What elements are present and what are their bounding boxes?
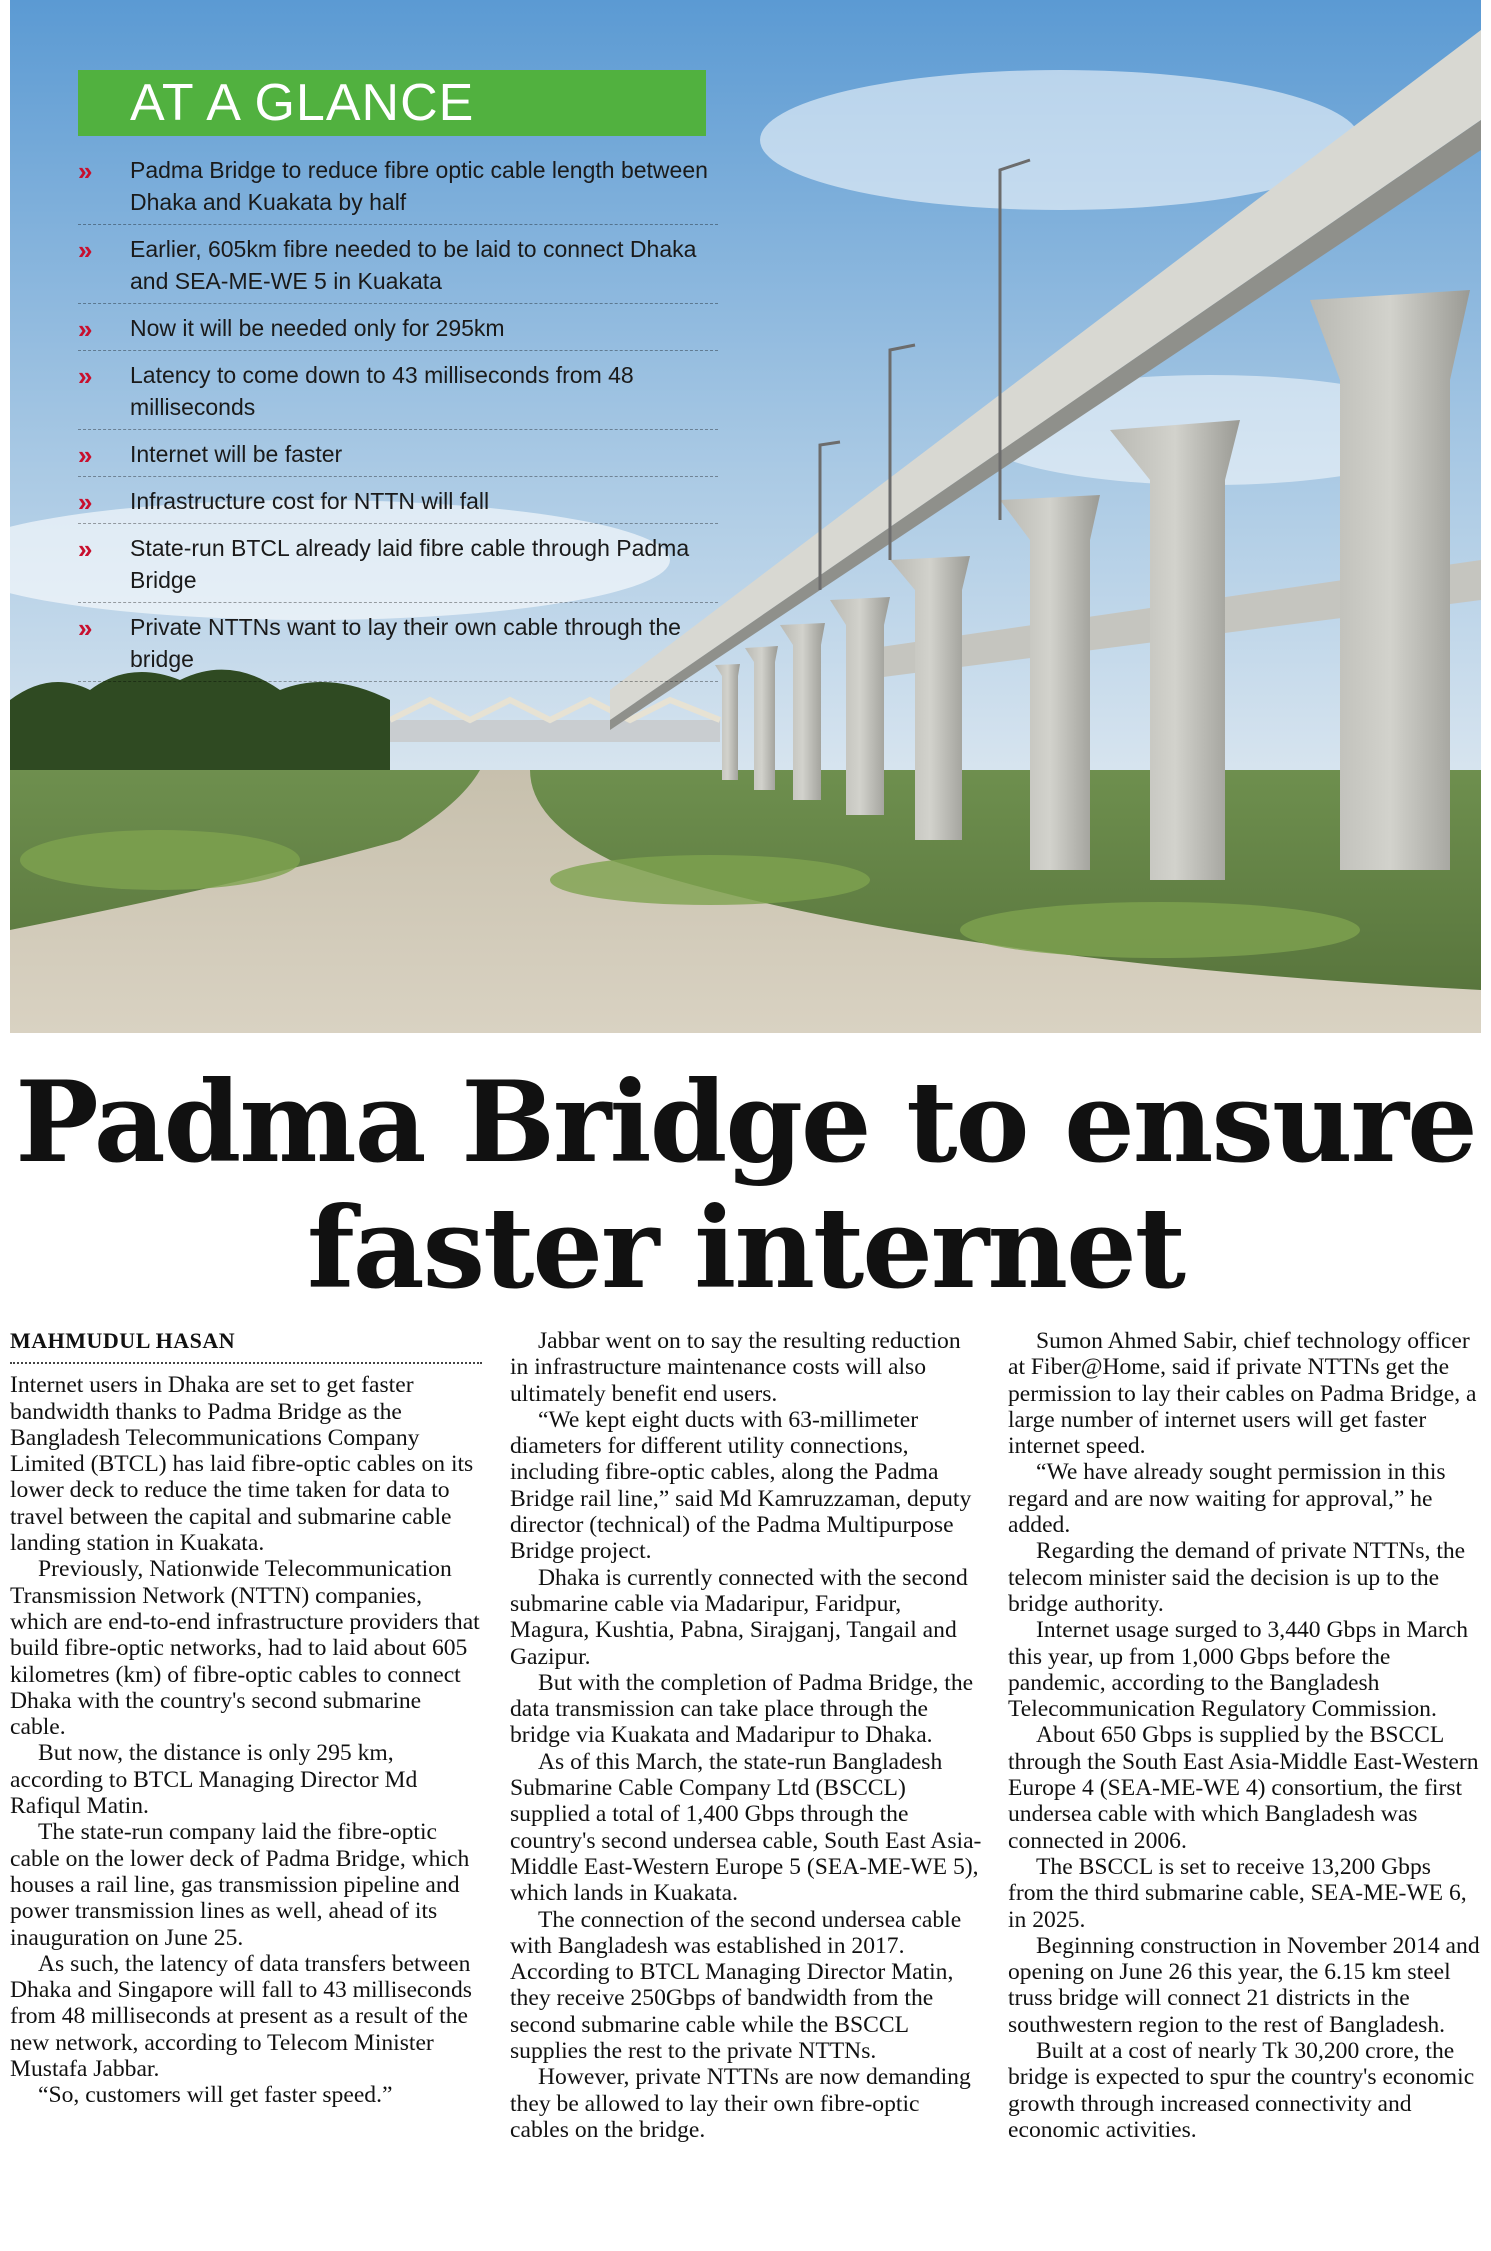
article-paragraph: As such, the latency of data transfers between Dhaka and Singapore will fall to 43 milliseconds from 48 milliseconds at present as a result of the new network, according to Telecom Minister Mustafa Jabbar.: [10, 1950, 472, 2083]
glance-item: [78, 485, 718, 524]
glance-item: [78, 611, 718, 682]
glance-item: [78, 359, 718, 430]
glance-title: AT A GLANCE: [78, 70, 706, 136]
article-paragraph: “We kept eight ducts with 63-millimeter diameters for different utility connections, including fibre-optic cables, along the Padma Bridge rail line,” said Md Kamruzzaman, deputy director (technical) of the Padma Multipurpose Bridge project.: [510, 1406, 972, 1565]
double-chevron-icon: »: [78, 534, 89, 564]
glance-item-text: State-run BTCL already laid fibre cable through Padma Bridge: [130, 535, 690, 593]
glance-item-text: Padma Bridge to reduce fibre optic cable length between Dhaka and Kuakata by half: [130, 157, 708, 215]
glance-item-text: Internet will be faster: [130, 441, 343, 467]
article-paragraph: The state-run company laid the fibre-optic cable on the lower deck of Padma Bridge, which houses a rail line, gas transmission pipeline and power transmission lines as well, ahead of its inauguration on June 25.: [10, 1819, 470, 1951]
glance-item: [78, 312, 718, 351]
headline-line-1: Padma Bridge to ensure: [15, 1058, 1476, 1188]
article-paragraph: Internet users in Dhaka are set to get faster bandwidth thanks to Padma Bridge as the Bangladesh Telecommunications Company Limited (BTCL) has laid fibre-optic cables on its lower deck to reduce the time taken for data to travel between the capital and submarine cable landing station in Kuakata.: [10, 1372, 474, 1557]
article-paragraph: Internet usage surged to 3,440 Gbps in March this year, up from 1,000 Gbps before the pandemic, according to the Bangladesh Telecommunication Regulatory Commission.: [1008, 1617, 1469, 1723]
glance-item-text: Now it will be needed only for 295km: [130, 315, 505, 341]
double-chevron-icon: »: [78, 440, 89, 470]
at-a-glance-box: [78, 70, 718, 690]
article-paragraph: Dhaka is currently connected with the second submarine cable via Madaripur, Faridpur, Magura, Kushtia, Pabna, Sirajganj, Tangail and Gazipur.: [510, 1564, 968, 1670]
article-column-2: [510, 1328, 982, 2143]
headline: [0, 1060, 1491, 1312]
article-paragraph: However, private NTTNs are now demanding they be allowed to lay their own fibre-optic cables on the bridge.: [510, 2064, 971, 2143]
article-paragraph: Sumon Ahmed Sabir, chief technology officer at Fiber@Home, said if private NTTNs get the permission to lay their cables on Padma Bridge, a large number of internet users will get faster internet speed.: [1008, 1328, 1477, 1460]
article-paragraph: Jabbar went on to say the resulting reduction in infrastructure maintenance costs will also ultimately benefit end users.: [510, 1328, 961, 1407]
article-paragraph: But with the completion of Padma Bridge, the data transmission can take place through the bridge via Kuakata and Madaripur to Dhaka.: [510, 1669, 974, 1749]
article-paragraph: Previously, Nationwide Telecommunication Transmission Network (NTTN) companies, which are end-to-end infrastructure providers that build fibre-optic networks, had to laid about 605 kilometres (km) of fibre-optic cables to connect Dhaka with the country's second submarine cable.: [10, 1556, 480, 1741]
glance-item: [78, 233, 718, 304]
article-column-3: [1008, 1328, 1480, 2143]
glance-item-text: Private NTTNs want to lay their own cable through the bridge: [130, 614, 681, 672]
article-paragraph: Beginning construction in November 2014 and opening on June 26 this year, the 6.15 km steel truss bridge will connect 21 districts in the southwestern region to the rest of Bangladesh.: [1008, 1932, 1480, 2038]
glance-item-text: Infrastructure cost for NTTN will fall: [130, 488, 490, 514]
glance-item-text: Latency to come down to 43 milliseconds from 48 milliseconds: [130, 362, 634, 420]
article-paragraph: About 650 Gbps is supplied by the BSCCL through the South East Asia-Middle East-Western Europe 4 (SEA-ME-WE 4) consortium, the first undersea cable with which Bangladesh was connected in 2006.: [1008, 1722, 1479, 1854]
glance-item: [78, 154, 718, 225]
article-paragraph: Built at a cost of nearly Tk 30,200 crore, the bridge is expected to spur the country's economic growth through increased connectivity and economic activities.: [1008, 2038, 1475, 2143]
article-paragraph: But now, the distance is only 295 km, according to BTCL Managing Director Md Rafiqul Matin.: [10, 1740, 418, 1820]
article-column-1: [10, 1328, 482, 2109]
article-paragraph: “So, customers will get faster speed.”: [38, 2082, 393, 2109]
glance-item-text: Earlier, 605km fibre needed to be laid to connect Dhaka and SEA-ME-WE 5 in Kuakata: [130, 236, 697, 294]
double-chevron-icon: »: [78, 613, 89, 643]
double-chevron-icon: »: [78, 314, 89, 344]
headline-line-2: faster internet: [306, 1184, 1185, 1314]
glance-item: [78, 532, 718, 603]
article-paragraph: As of this March, the state-run Bangladesh Submarine Cable Company Ltd (BSCCL) supplied a total of 1,400 Gbps through the country's second undersea cable, South East Asia-Middle East-Western Europe 5 (SEA-ME-WE 5), which lands in Kuakata.: [510, 1748, 982, 1907]
double-chevron-icon: »: [78, 361, 89, 391]
double-chevron-icon: »: [78, 235, 89, 265]
bridge-photo: [10, 0, 1481, 1033]
glance-item: [78, 438, 718, 477]
article-paragraph: Regarding the demand of private NTTNs, the telecom minister said the decision is up to the bridge authority.: [1008, 1538, 1466, 1617]
article-paragraph: The connection of the second undersea cable with Bangladesh was established in 2017. According to BTCL Managing Director Matin, they receive 250Gbps of bandwidth from the second submarine cable while the BSCCL supplies the rest to the private NTTNs.: [510, 1906, 962, 2065]
double-chevron-icon: »: [78, 156, 89, 186]
byline: MAHMUDUL HASAN: [10, 1328, 482, 1364]
glance-list: [78, 154, 718, 682]
article-paragraph: “We have already sought permission in this regard and are now waiting for approval,” he added.: [1008, 1459, 1446, 1539]
double-chevron-icon: »: [78, 487, 89, 517]
article-paragraph: The BSCCL is set to receive 13,200 Gbps from the third submarine cable, SEA-ME-WE 6, in 2025.: [1008, 1853, 1467, 1933]
